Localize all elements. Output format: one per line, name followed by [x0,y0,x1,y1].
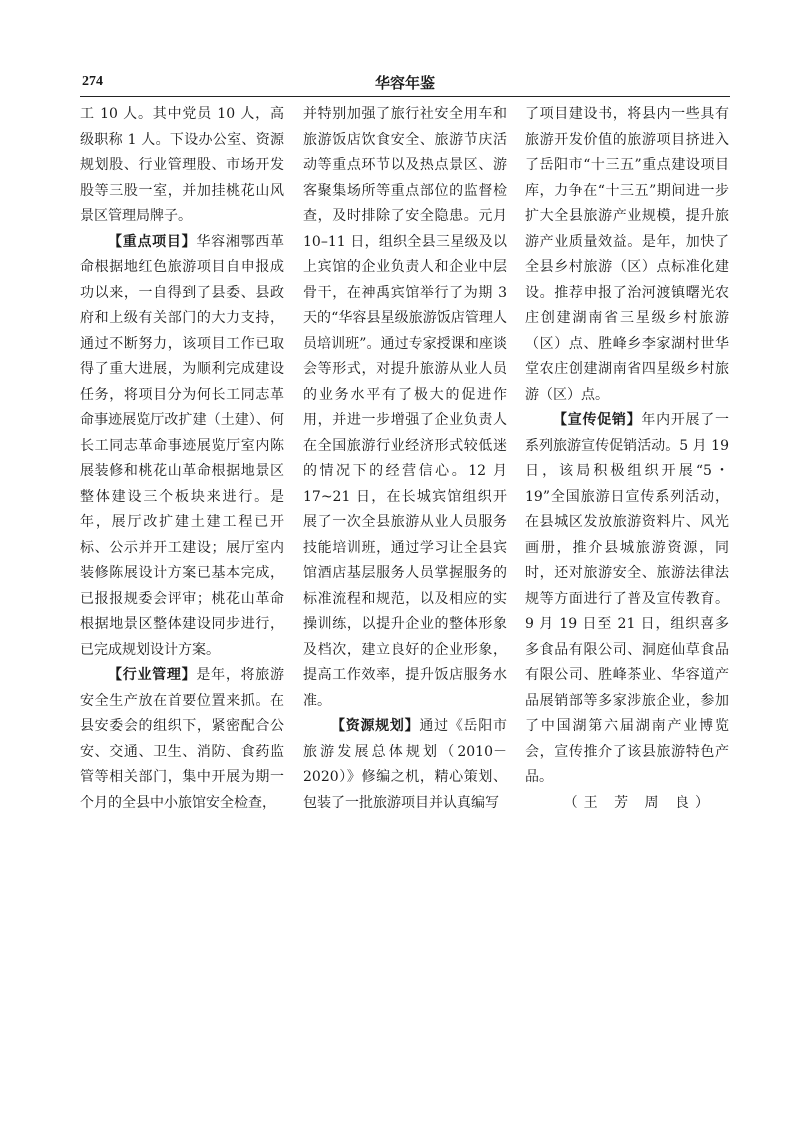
paragraph: 了项目建设书，将县内一些具有旅游开发价值的旅游项目挤进入了岳阳市“十三五”重点建设项目库，力争在“十三五”期间进一步扩大全县旅游产业规模，提升旅游产业质量效益。是年，加快了全县乡村旅游（区）点标准化建设。推荐申报了治河渡镇曙光农庄创建湖南省三星级乡村旅游（区）点、胜峰乡李家湖村世华堂农庄创建湖南省四星级乡村旅游（区）点。 [525,106,729,403]
section-heading-promotion: 【宣传促销】 [553,412,642,428]
column-2 [303,102,507,816]
paragraph-body: 是年，将旅游安全生产放在首要位置来抓。在县安委会的组织下，紧密配合公安、交通、卫生、消防、食药监管等相关部门，集中开展为期一个月的全县中小旅馆安全检查， [80,667,285,811]
column-3 [525,102,729,816]
page-title: 华容年鉴 [374,74,435,92]
section-heading-industry-management: 【行业管理】 [108,667,197,683]
column-1 [80,102,284,816]
header-rule [80,96,730,97]
paragraph-body: 通过《岳阳市旅游发展总体规划（2010－2020）》修编之机，精心策划、包装了一批旅游项目并认真编写 [303,718,508,811]
paragraph: 工 10 人。其中党员 10 人，高级职称 1 人。下设办公室、资源规划股、行业管理股、市场开发股等三股一室，并加挂桃花山风景区管理局牌子。 [80,106,284,224]
page-number: 274 [82,74,103,89]
paragraph [80,663,284,816]
section-heading-key-projects: 【重点项目】 [108,233,197,250]
paragraph-body: 年内开展了一系列旅游宣传促销活动。5 月 19 日，该局积极组织开展“5・19”全国旅游日宣传系列活动，在县城区发放旅游资料片、风光画册，推介县城旅游资源，同时，还对旅游安全、旅游法律法规等方面进行了普及宣传教育。9 月 19 日至 21 日，组织喜多多食品有限公司、洞庭仙草食品有限公司、胜峰茶业、华容道产品展销部等多家涉旅企业，参加了中国湖第六届湖南产业博览会，宣传推介了该县旅游特色产品。 [525,412,730,785]
paragraph [303,714,507,816]
paragraph [80,230,284,664]
paragraph [525,408,729,791]
section-heading-resource-planning: 【资源规划】 [331,718,420,734]
author-signature: （王 芳 周 良） [563,794,715,811]
page-header [80,70,730,96]
paragraph-body: 华容湘鄂西革命根据地红色旅游项目自申报成功以来，一自得到了县委、县政府和上级有关部门的大力支持，通过不断努力，该项目工作已取得了重大进展，为顺利完成建设任务，将项目分为何长工同志革命事迹展览厅改扩建（土建）、何长工同志革命事迹展览厅室内陈展装修和桃花山革命根据地景区整体建设三个板块来进行。是年，展厅改扩建土建工程已开标、公示并开工建设；展厅室内装修陈展设计方案已基本完成，已报报规委会评审；桃花山革命根据地景区整体建设同步进行，已完成规划设计方案。 [80,233,285,658]
paragraph: 并特别加强了旅行社安全用车和旅游饭店饮食安全、旅游节庆活动等重点环节以及热点景区、游客聚集场所等重点部位的监督检查，及时排除了安全隐患。元月 10–11 日，组织全县三星级及以上宾馆的企业负责人和企业中层骨干，在神禹宾馆举行了为期 3 天的“华容县星级旅游饭店管理人员培训班”。通过专家授课和座谈会等形式，对提升旅游从业人员的业务水平有了极大的促进作用，并进一步增强了企业负责人在全国旅游行业经济形式较低迷的情况下的经营信心。12 月 17~21 日，在长城宾馆组织开展了一次全县旅游从业人员服务技能培训班，通过学习让全县宾馆酒店基层服务人员掌握服务的标准流程和规范，以及相应的实操训练，以提升企业的整体形象及档次，建立良好的企业形象，提高工作效率，提升饭店服务水准。 [303,106,507,709]
